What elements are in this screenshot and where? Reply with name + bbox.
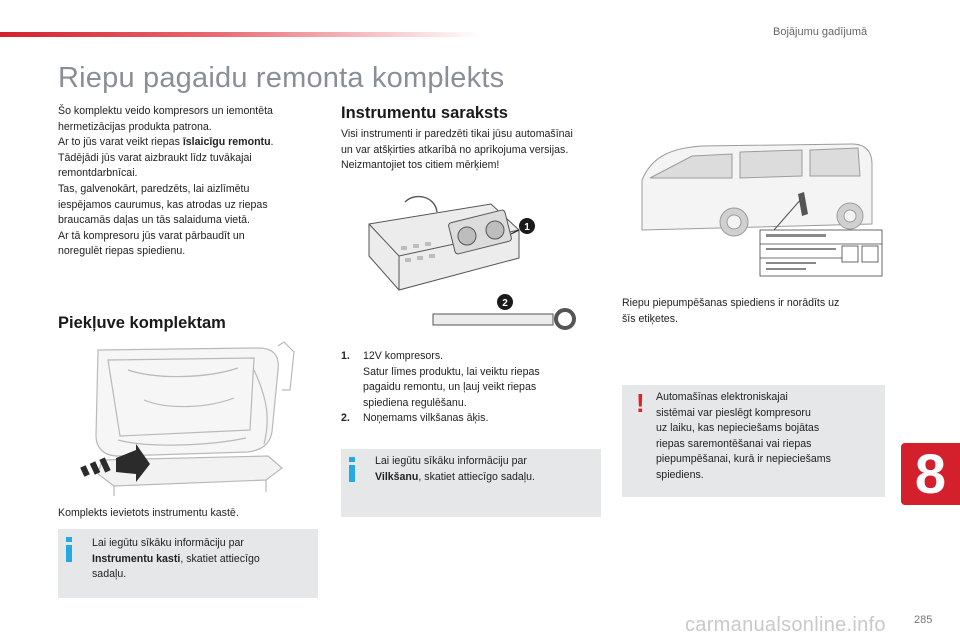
info-text: Lai iegūtu sīkāku informāciju par Instrumentu kasti, skatiet attiecīgo sadaļu.	[92, 537, 260, 581]
intro-line: Ar to jūs varat veikt riepas īslaicīgu remontu.	[58, 136, 274, 149]
info-text: Lai iegūtu sīkāku informāciju par Vilkšanu, skatiet attiecīgo sadaļu.	[375, 455, 535, 483]
intro-bold-term: īslaicīgu remontu	[182, 136, 271, 149]
access-caption: Komplekts ievietots instrumentu kastē.	[58, 507, 239, 519]
intro-line: Tas, galvenokārt, paredzēts, lai aizlīmētu	[58, 182, 250, 195]
callout-1-label: 1	[524, 222, 530, 233]
info-box-toolbox	[58, 529, 318, 598]
intro-line: hermetizācijas produkta patrona.	[58, 120, 212, 133]
tools-illustration	[341, 186, 603, 336]
intro-line: Tādējādi jūs varat aizbraukt līdz tuvākajai	[58, 151, 252, 164]
tools-heading: Instrumentu saraksts	[341, 104, 508, 122]
page-title: Riepu pagaidu remonta komplekts	[58, 62, 505, 94]
header-accent-line	[0, 32, 480, 37]
list-item: 2. Noņemams vilkšanas āķis.	[341, 412, 489, 425]
section-name: Bojājumu gadījumā	[773, 26, 868, 38]
intro-line: remontdarbnīcai.	[58, 167, 138, 180]
list-item: 1. 12V kompresors. Satur līmes produktu, lai veiktu riepas pagaidu remontu, un ļauj veikt riepas spiediena regulēšanu.	[341, 350, 540, 409]
tools-list	[341, 349, 603, 427]
van-label-illustration	[622, 138, 887, 278]
intro-line: iespējamos caurumus, kas atrodas uz riepas	[58, 198, 268, 211]
watermark: carmanualsonline.info	[685, 614, 886, 636]
chapter-tab: 8	[901, 443, 960, 505]
intro-line: Šo komplektu veido kompresors un iemontēta	[58, 105, 273, 117]
seat-storage-illustration	[58, 340, 320, 498]
warning-text: Automašīnas elektroniskajai sistēmai var pieslēgt kompresoru uz laiku, kas nepieciešams bojātas riepas saremontēšanai vai riepas piepumpēšanai, kurā ir nepieciešams spiediens.	[656, 391, 831, 481]
pressure-label-text: Riepu piepumpēšanas spiediens ir norādīts uz šīs etiķetes.	[622, 297, 840, 325]
page-number: 285	[914, 614, 933, 626]
warning-box	[622, 385, 885, 497]
link-towing[interactable]: Vilkšanu	[375, 470, 419, 483]
warning-icon: !	[636, 388, 645, 418]
intro-line: noregulēt riepas spiedienu.	[58, 245, 186, 258]
intro-paragraph	[58, 104, 320, 260]
callout-2-label: 2	[502, 298, 508, 309]
info-box-towing	[341, 449, 601, 517]
intro-line: braucamās daļas un tās salaiduma vietā.	[58, 214, 250, 227]
tools-intro: Visi instrumenti ir paredzēti tikai jūsu automašīnai un var atšķirties atkarībā no aprīkojuma versijas. Neizmantojiet tos citiem mērķiem!	[341, 128, 573, 172]
intro-line: Ar tā kompresoru jūs varat pārbaudīt un	[58, 229, 245, 242]
access-heading: Piekļuve komplektam	[58, 314, 226, 332]
link-toolbox[interactable]: Instrumentu kasti	[92, 552, 181, 565]
